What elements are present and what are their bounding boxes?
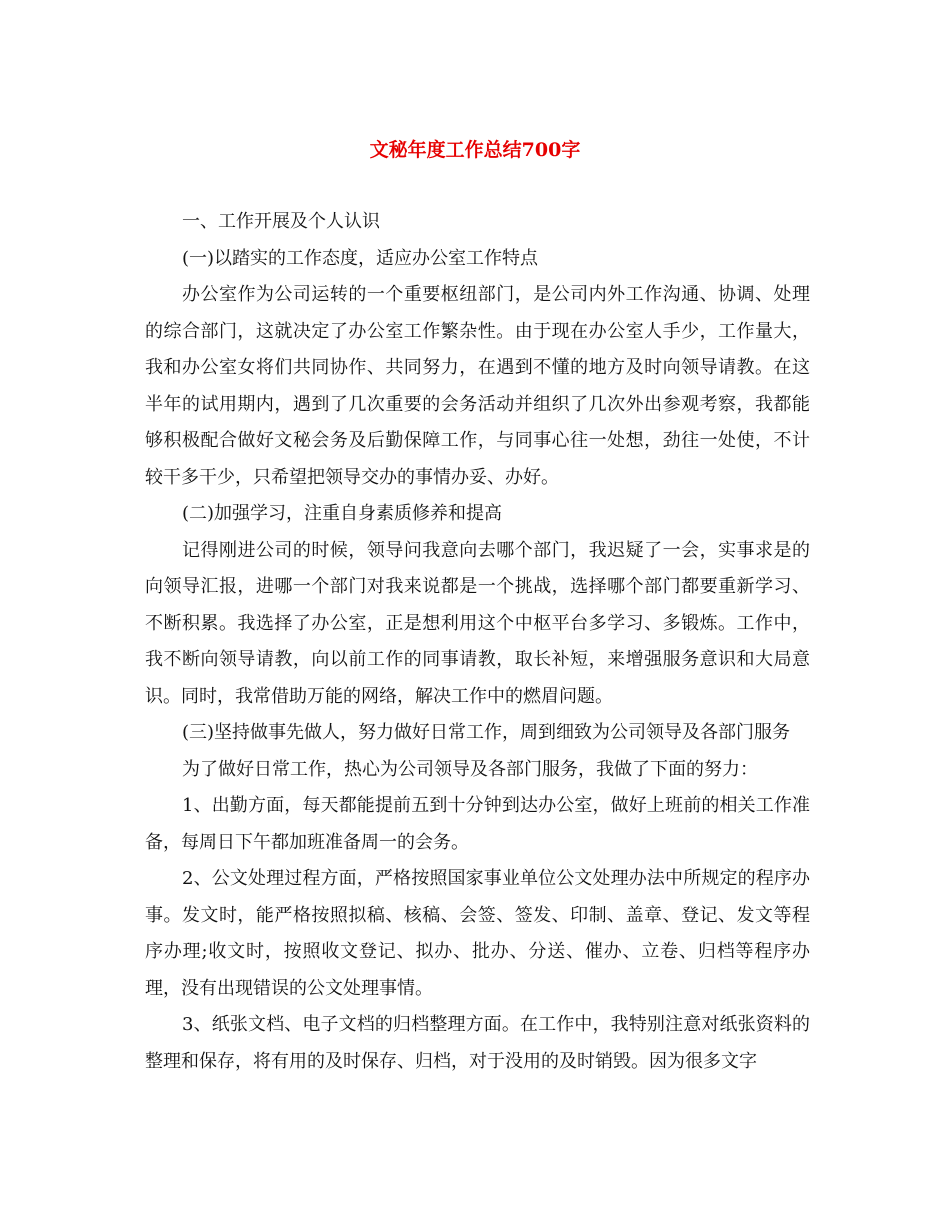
body-paragraph: 为了做好日常工作，热心为公司领导及各部门服务，我做了下面的努力： bbox=[182, 758, 758, 780]
subsection-heading: (二)加强学习，注重自身素质修养和提高 bbox=[182, 503, 503, 524]
subsection-heading: (一)以踏实的工作态度，适应办公室工作特点 bbox=[182, 247, 539, 269]
document-body bbox=[145, 204, 810, 1080]
body-paragraph: 记得刚进公司的时候，领导问我意向去哪个部门，我迟疑了一会，实事求是的向领导汇报，进哪一个部门对我来说都是一个挑战，选择哪个部门都要重新学习、不断积累。我选择了办公室，正是想利用这个中枢平台多学习、多锻炼。工作中，我不断向领导请教，向以前工作的同事请教，取长补短，来增强服务意识和大局意识。同时，我常借助万能的网络，解决工作中的燃眉问题。 bbox=[145, 539, 810, 707]
list-item: 3、纸张文档、电子文档的归档整理方面。在工作中，我特别注意对纸张资料的整理和保存，将有用的及时保存、归档，对于没用的及时销毁。因为很多文字 bbox=[145, 1014, 810, 1072]
section-heading: 一、工作开展及个人认识 bbox=[182, 211, 380, 232]
document-title: 文秘年度工作总结700字 bbox=[369, 139, 581, 161]
list-item: 1、出勤方面，每天都能提前五到十分钟到达办公室，做好上班前的相关工作准备，每周日下午都加班准备周一的会务。 bbox=[145, 795, 810, 853]
subsection-heading: (三)坚持做事先做人，努力做好日常工作，周到细致为公司领导及各部门服务 bbox=[182, 722, 791, 743]
list-item: 2、公文处理过程方面，严格按照国家事业单位公文处理办法中所规定的程序办事。发文时，能严格按照拟稿、核稿、会签、签发、印制、盖章、登记、发文等程序办理;收文时，按照收文登记、拟办、批办、分送、催办、立卷、归档等程序办理，没有出现错误的公文处理事情。 bbox=[145, 868, 810, 999]
body-paragraph: 办公室作为公司运转的一个重要枢纽部门，是公司内外工作沟通、协调、处理的综合部门，这就决定了办公室工作繁杂性。由于现在办公室人手少，工作量大，我和办公室女将们共同协作、共同努力，在遇到不懂的地方及时向领导请教。在这半年的试用期内，遇到了几次重要的会务活动并组织了几次外出参观考察，我都能够积极配合做好文秘会务及后勤保障工作，与同事心往一处想，劲往一处使，不计较干多干少，只希望把领导交办的事情办妥、办好。 bbox=[145, 284, 810, 488]
